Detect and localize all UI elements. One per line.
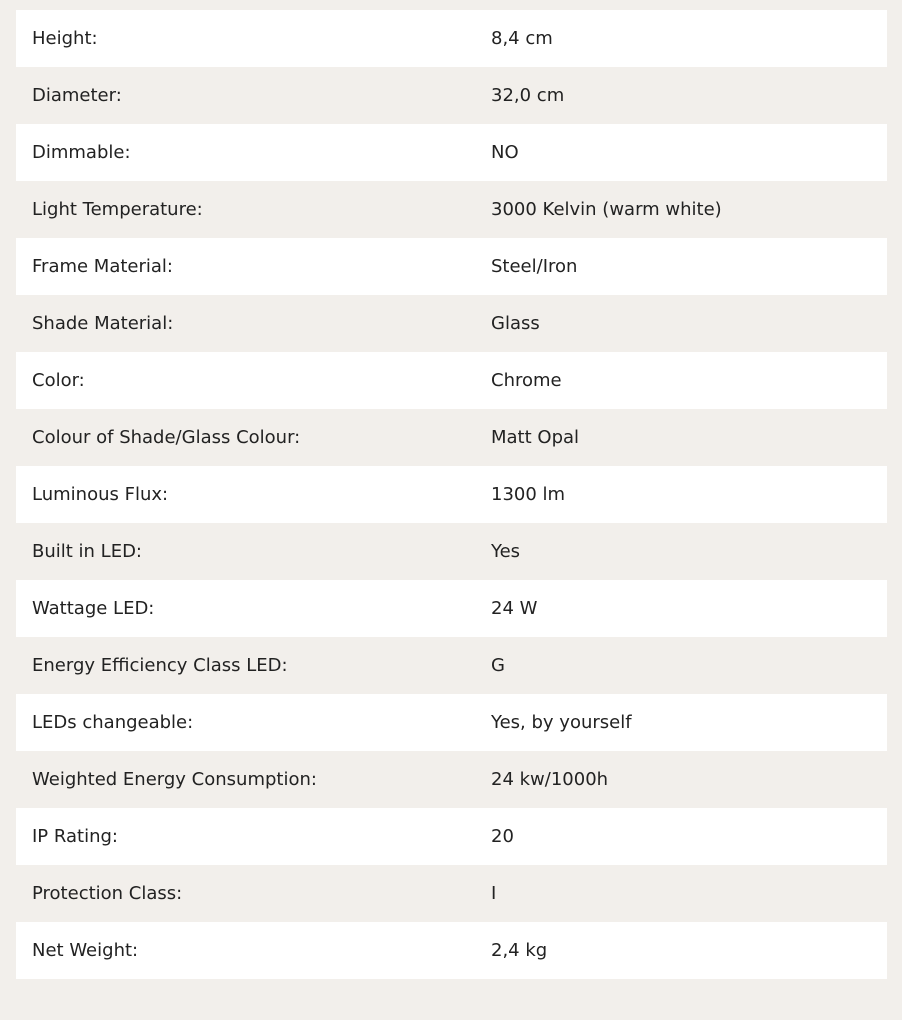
spec-value: Matt Opal <box>491 427 580 448</box>
spec-label: Built in LED: <box>32 541 142 562</box>
spec-value: 8,4 cm <box>491 28 553 49</box>
spec-row-built-in-led <box>16 523 887 580</box>
spec-value: NO <box>491 142 519 163</box>
spec-value: Glass <box>491 313 540 334</box>
spec-value: Chrome <box>491 370 562 391</box>
spec-row-height <box>16 10 887 67</box>
spec-row-diameter <box>16 67 887 124</box>
spec-row-shade-material <box>16 295 887 352</box>
spec-label: Colour of Shade/Glass Colour: <box>32 427 301 448</box>
spec-row-wattage-led <box>16 580 887 637</box>
spec-row-net-weight <box>16 922 887 979</box>
spec-label: Weighted Energy Consumption: <box>32 769 317 790</box>
spec-value: 2,4 kg <box>491 940 548 961</box>
spec-value: 3000 Kelvin (warm white) <box>491 199 722 220</box>
spec-row-energy-class <box>16 637 887 694</box>
spec-row-leds-changeable <box>16 694 887 751</box>
spec-row-luminous-flux <box>16 466 887 523</box>
spec-value: I <box>491 883 497 904</box>
spec-value: Steel/Iron <box>491 256 578 277</box>
spec-row-color <box>16 352 887 409</box>
spec-value: G <box>491 655 505 676</box>
spec-value: 20 <box>491 826 514 847</box>
spec-row-light-temperature <box>16 181 887 238</box>
spec-row-dimmable <box>16 124 887 181</box>
spec-row-ip-rating <box>16 808 887 865</box>
spec-value: Yes <box>491 541 521 562</box>
spec-label: IP Rating: <box>32 826 118 847</box>
spec-label: LEDs changeable: <box>32 712 194 733</box>
spec-label: Frame Material: <box>32 256 173 277</box>
spec-row-frame-material <box>16 238 887 295</box>
spec-label: Wattage LED: <box>32 598 155 619</box>
spec-value: Yes, by yourself <box>491 712 632 733</box>
spec-label: Shade Material: <box>32 313 174 334</box>
spec-label: Luminous Flux: <box>32 484 169 505</box>
spec-label: Protection Class: <box>32 883 183 904</box>
spec-value: 24 kw/1000h <box>491 769 609 790</box>
spec-label: Light Temperature: <box>32 199 203 220</box>
spec-label: Diameter: <box>32 85 122 106</box>
spec-value: 1300 lm <box>491 484 566 505</box>
spec-row-energy-consumption <box>16 751 887 808</box>
spec-label: Dimmable: <box>32 142 131 163</box>
spec-row-protection-class <box>16 865 887 922</box>
spec-value: 24 W <box>491 598 538 619</box>
spec-table <box>16 10 887 979</box>
spec-label: Height: <box>32 28 98 49</box>
spec-row-shade-colour <box>16 409 887 466</box>
spec-label: Energy Efficiency Class LED: <box>32 655 288 676</box>
spec-label: Net Weight: <box>32 940 139 961</box>
spec-value: 32,0 cm <box>491 85 565 106</box>
spec-label: Color: <box>32 370 85 391</box>
